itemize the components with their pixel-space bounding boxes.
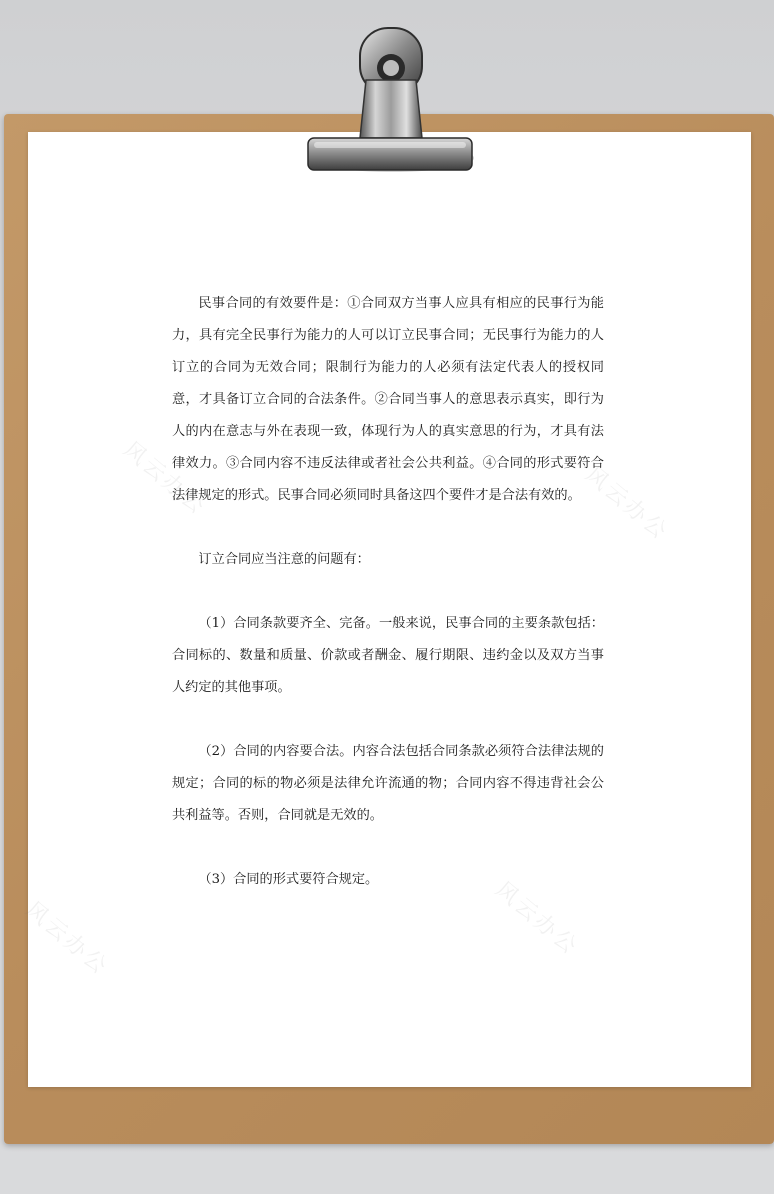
paragraph-point-3: （3）合同的形式要符合规定。 [198,872,379,887]
watermark-2: 风云办公 [580,462,674,546]
watermark-1: 风云办公 [118,437,212,521]
paragraph-point-2: （2）合同的内容要合法。内容合法包括合同条款必须符合法律法规的规定；合同的标的物必须是法律允许流通的物；合同内容不得违背社会公共利益等。否则，合同就是无效的。 [172,744,604,823]
document-body [172,288,604,896]
watermark-3: 风云办公 [20,897,114,981]
binder-clip-icon [300,20,480,180]
paragraph-point-1: （1）合同条款要齐全、完备。一般来说，民事合同的主要条款包括：合同标的、数量和质量、价款或者酬金、履行期限、违约金以及双方当事人约定的其他事项。 [172,616,604,695]
paragraph-validity-requirements: 民事合同的有效要件是：①合同双方当事人应具有相应的民事行为能力，具有完全民事行为能力的人可以订立民事合同；无民事行为能力的人订立的合同为无效合同；限制行为能力的人必须有法定代表人的授权同意，才具备订立合同的合法条件。②合同当事人的意思表示真实，即行为人的内在意志与外在表现一致，体现行为人的真实意思的行为，才具有法律效力。③合同内容不违反法律或者社会公共利益。④合同的形式要符合法律规定的形式。民事合同必须同时具备这四个要件才是合法有效的。 [172,296,604,503]
paragraph-points-intro: 订立合同应当注意的问题有： [198,552,370,567]
watermark-4: 风云办公 [490,877,584,961]
